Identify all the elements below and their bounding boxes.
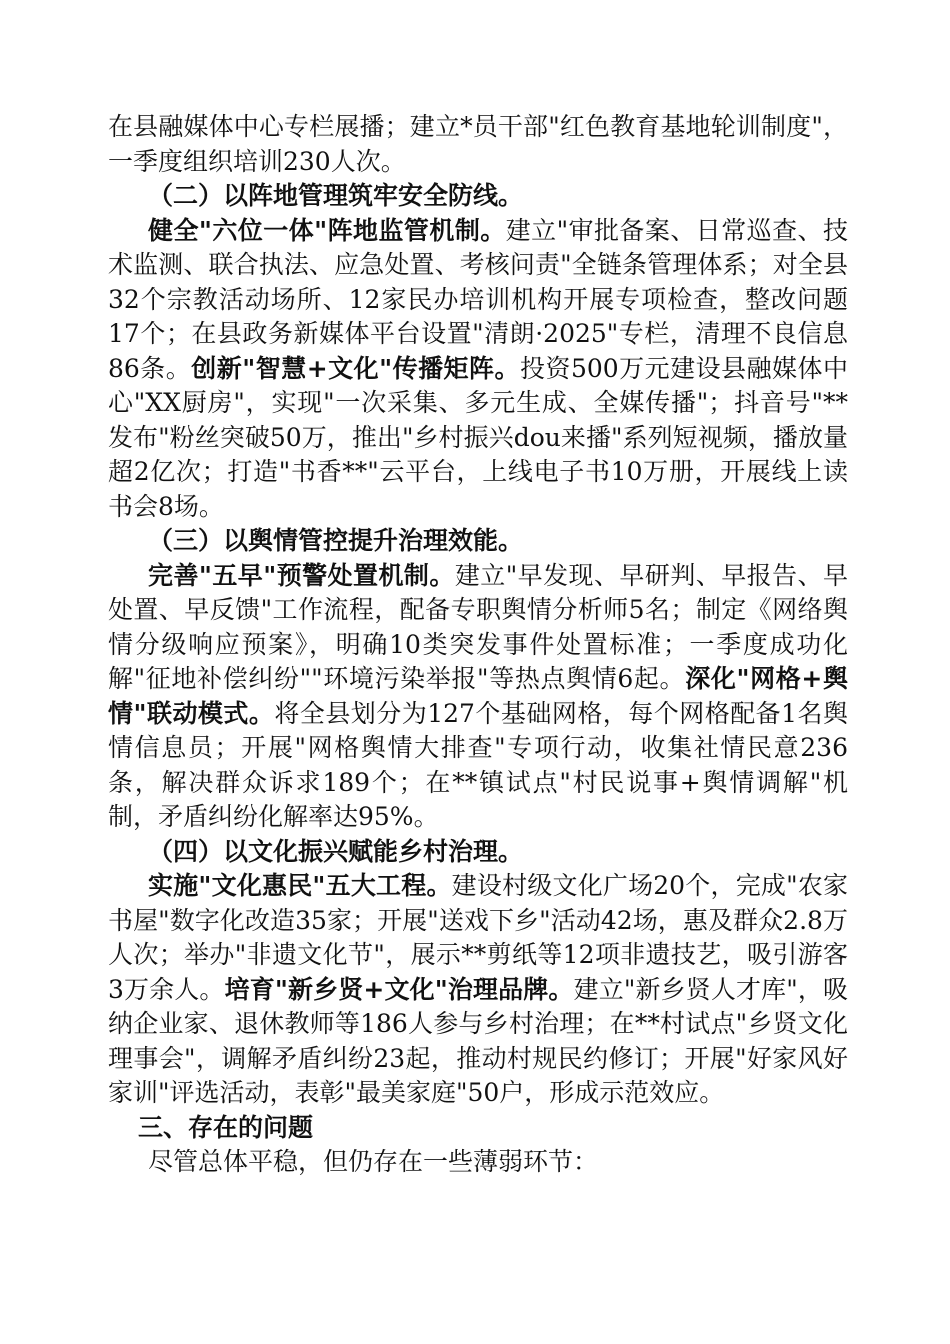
- paragraph-problems-intro: 尽管总体平稳，但仍存在一些薄弱环节：: [148, 1147, 599, 1176]
- lead-phrase: 实施"文化惠民"五大工程。: [148, 871, 452, 900]
- lead-phrase: 健全"六位一体"阵地监管机制。: [148, 215, 506, 245]
- subheading-cultural-revival: （四）以文化振兴赋能乡村治理。: [148, 836, 524, 866]
- paragraph-text: 建立"审批备案、日常巡查、技术监测、联合执法、应急处置、考核问责"全链条管理体系；对全县32个宗教活动场所、12家民办培训机构开展专项检查，整改问题17个；在县政务新媒体平台设置"清朗·2025"专栏，清理不良信息86条。: [108, 215, 848, 383]
- paragraph-public-opinion: [108, 559, 848, 835]
- lead-phrase: 深化"网格+舆情"联动模式。: [108, 664, 848, 728]
- section-heading-problems: 三、存在的问题: [138, 1112, 314, 1142]
- paragraph-cultural-revival: [108, 869, 848, 1111]
- paragraph-text: 投资500万元建设县融媒体中心"XX厨房"，实现"一次采集、多元生成、全媒传播"；抖音号"**发布"粉丝突破50万，推出"乡村振兴dou来播"系列短视频，播放量超2亿次；打造"书香**"云平台，上线电子书10万册，开展线上读书会8场。: [108, 353, 849, 521]
- subheading-public-opinion: （三）以舆情管控提升治理效能。: [148, 526, 524, 555]
- paragraph-text: 建立"早发现、早研判、早报告、早处置、早反馈"工作流程，配备专职舆情分析师5名；制定《网络舆情分级响应预案》，明确10类突发事件处置标准；一季度成功化解"征地补偿纠纷""环境污染举报"等热点舆情6起。: [108, 560, 848, 693]
- paragraph-text: 建立"新乡贤人才库"，吸纳企业家、退休教师等186人参与乡村治理；在**村试点"乡贤文化理事会"，调解矛盾纠纷23起，推动村规民约修订；开展"好家风好家训"评选活动，表彰"最美家庭"50户，形成示范效应。: [108, 974, 849, 1107]
- lead-phrase: 完善"五早"预警处置机制。: [148, 560, 455, 590]
- paragraph-continuation: 在县融媒体中心专栏展播；建立*员干部"红色教育基地轮训制度"，一季度组织培训230人次。: [108, 112, 848, 176]
- paragraph-position-management: [108, 214, 848, 525]
- paragraph-text: 建设村级文化广场20个，完成"农家书屋"数字化改造35家；开展"送戏下乡"活动42场，惠及群众2.8万人次；举办"非遗文化节"，展示**剪纸等12项非遗技艺，吸引游客3万余人。: [108, 871, 848, 1004]
- subheading-positions: （二）以阵地管理筑牢安全防线。: [148, 181, 524, 210]
- lead-phrase: 培育"新乡贤+文化"治理品牌。: [224, 974, 574, 1004]
- paragraph-text: 将全县划分为127个基础网格，每个网格配备1名舆情信息员；开展"网格舆情大排查"专项行动，收集社情民意236条，解决群众诉求189个；在**镇试点"村民说事+舆情调解"机制，矛盾纠纷化解率达95%。: [108, 698, 849, 831]
- document-body: [108, 110, 848, 1180]
- lead-phrase: 创新"智慧+文化"传播矩阵。: [191, 353, 520, 383]
